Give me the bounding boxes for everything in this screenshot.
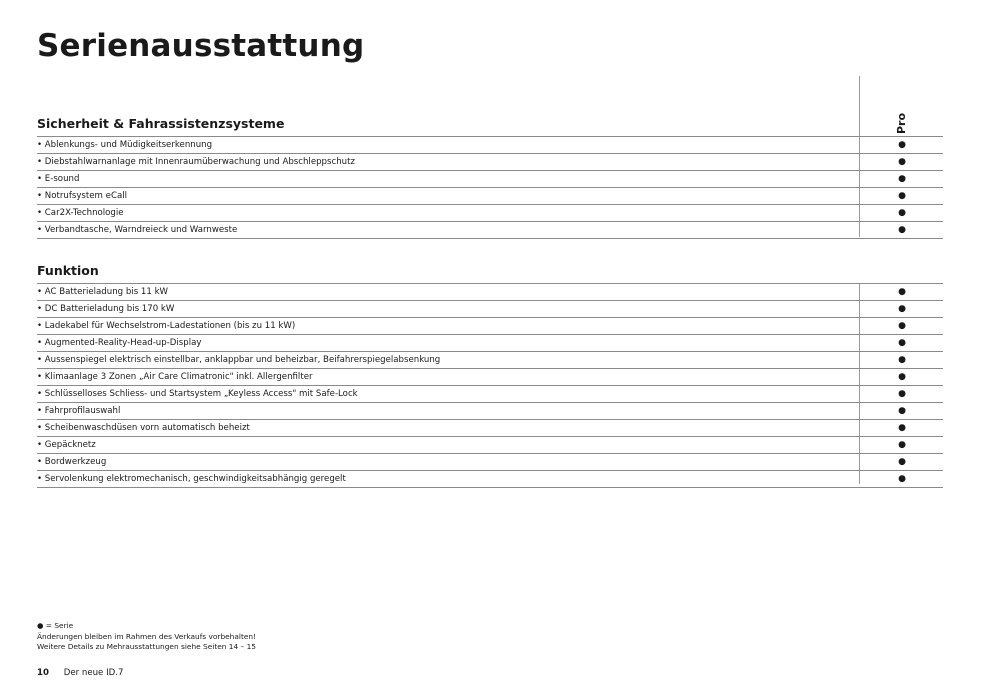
standard-marker: ● (898, 457, 906, 467)
table-row (37, 154, 943, 171)
standard-marker: ● (898, 338, 906, 348)
standard-marker: ● (898, 287, 906, 297)
feature-label: • DC Batterieladung bis 170 kW (37, 304, 175, 314)
table-row (37, 171, 943, 188)
standard-marker: ● (898, 225, 906, 235)
page-title: Serienausstattung (37, 28, 365, 64)
standard-marker: ● (898, 191, 906, 201)
standard-marker: ● (898, 355, 906, 365)
legend: ● = Serie (37, 621, 74, 630)
standard-marker: ● (898, 474, 906, 484)
table-row (37, 369, 943, 386)
feature-label: • Verbandtasche, Warndreieck und Warnweste (37, 225, 238, 235)
feature-label: • Servolenkung elektromechanisch, geschwindigkeitsabhängig geregelt (37, 474, 346, 484)
table-row (37, 386, 943, 403)
feature-label: • E-sound (37, 174, 80, 184)
feature-label: • Ablenkungs- und Müdigkeitserkennung (37, 140, 213, 150)
standard-marker: ● (898, 389, 906, 399)
table-row (37, 222, 943, 239)
disclaimer: Änderungen bleiben im Rahmen des Verkaufs vorbehalten! (37, 631, 257, 641)
standard-marker: ● (898, 423, 906, 433)
standard-marker: ● (898, 406, 906, 416)
standard-marker: ● (898, 440, 906, 450)
feature-table (37, 283, 943, 488)
table-row (37, 420, 943, 437)
feature-label: • Augmented-Reality-Head-up-Display (37, 338, 202, 348)
table-row (37, 318, 943, 335)
table-row (37, 188, 943, 205)
table-row (37, 335, 943, 352)
table-row (37, 352, 943, 369)
feature-label: • Fahrprofilauswahl (37, 406, 121, 416)
table-row (37, 301, 943, 318)
table-row (37, 454, 943, 471)
table-row (37, 471, 943, 488)
feature-label: • Klimaanlage 3 Zonen „Air Care Climatronic" inkl. Allergenfilter (37, 372, 313, 382)
table-row (37, 403, 943, 420)
section-safety (37, 112, 943, 239)
feature-label: • Schlüsselloses Schliess- und Startsystem „Keyless Access" mit Safe-Lock (37, 389, 358, 399)
page-number: 10 (37, 668, 49, 678)
feature-label: • Ladekabel für Wechselstrom-Ladestationen (bis zu 11 kW) (37, 321, 296, 331)
feature-label: • Bordwerkzeug (37, 457, 107, 467)
standard-marker: ● (898, 174, 906, 184)
document-title: Der neue ID.7 (63, 668, 124, 678)
standard-marker: ● (898, 321, 906, 331)
table-row (37, 284, 943, 301)
section-function (37, 262, 943, 488)
feature-label: • Aussenspiegel elektrisch einstellbar, anklappbar und beheizbar, Beifahrerspiegelabsenkung (37, 355, 441, 365)
page-footer (37, 668, 123, 678)
table-row (37, 205, 943, 222)
standard-marker: ● (898, 157, 906, 167)
standard-marker: ● (898, 304, 906, 314)
standard-marker: ● (898, 140, 906, 150)
standard-marker: ● (898, 372, 906, 382)
reference-note: Weitere Details zu Mehrausstattungen siehe Seiten 14 – 15 (37, 642, 257, 651)
column-header-label: Pro (895, 112, 908, 134)
feature-label: • AC Batterieladung bis 11 kW (37, 287, 169, 297)
table-row (37, 437, 943, 454)
table-row (37, 137, 943, 154)
section-title: Funktion (37, 263, 99, 278)
footnotes (37, 621, 256, 653)
feature-label: • Car2X-Technologie (37, 208, 124, 218)
feature-label: • Notrufsystem eCall (37, 191, 127, 201)
feature-label: • Scheibenwaschdüsen vorn automatisch beheizt (37, 423, 250, 433)
feature-label: • Gepäcknetz (37, 440, 96, 450)
feature-label: • Diebstahlwarnanlage mit Innenraumüberwachung und Abschleppschutz (37, 157, 355, 167)
feature-table (37, 136, 943, 239)
standard-marker: ● (898, 208, 906, 218)
section-title: Sicherheit & Fahrassistenzsysteme (37, 116, 285, 131)
